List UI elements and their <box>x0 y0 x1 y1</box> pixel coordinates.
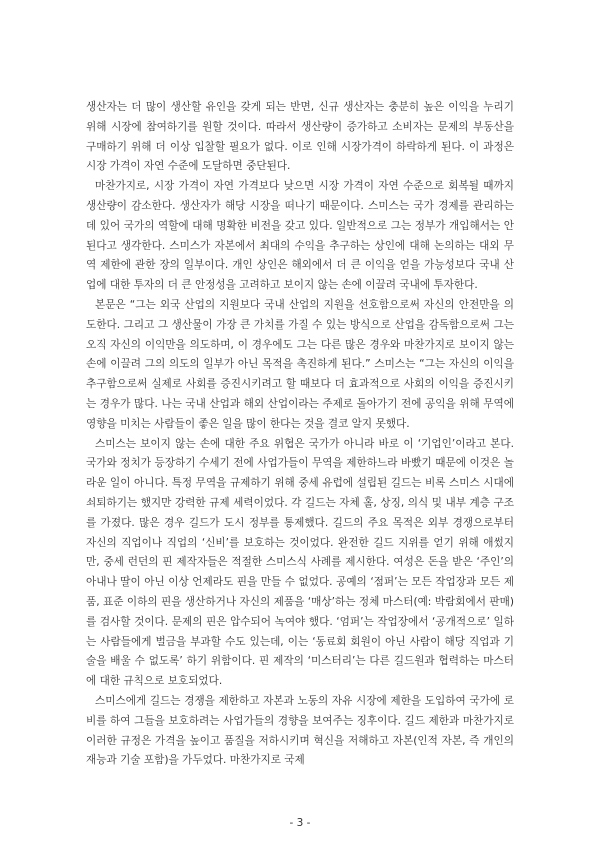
paragraph-4: 스미스는 보이지 않는 손에 대한 주요 위협은 국가가 아니라 바로 이 ‘기업인’이라고 본다. 국가와 정치가 등장하기 수세기 전에 사업가들이 무역을 제한하느라 바빴기 때문에 이것은 놀라운 일이 아니다. 특정 무역을 규제하기 위해 중세 유럽에 설립된 길드는 비록 스미스 시대에 쇠퇴하기는 했지만 강력한 규제 세력이었다. 각 길드는 자체 홀, 상징, 의식 및 내부 계층 구조를 가졌다. 많은 경우 길드가 도시 정부를 통제했다. 길드의 주요 목적은 외부 경쟁으로부터 자신의 직업이나 직업의 ‘신비’를 보호하는 것이었다. 완전한 길드 지위를 얻기 위해 애썼지만, 중세 런던의 핀 제작자들은 적절한 스미스식 사례를 제시한다. 여성은 돈을 받은 ‘주인’의 아내나 딸이 아닌 이상 언제라도 핀을 만들 수 없었다. 공예의 ‘점퍼’는 모든 작업장과 모든 제품, 표준 이하의 핀을 생산하거나 자신의 제품을 ‘매상’하는 정체 마스터(예: 박람회에서 판매)를 검사할 것이다. 문제의 핀은 압수되어 녹여야 했다. ‘엄퍼’는 작업장에서 ‘공개적으로’ 일하는 사람들에게 벌금을 부과할 수도 있는데, 이는 ‘동료회 회원이 아닌 사람이 해당 직업과 기술을 배울 수 없도록’ 하기 위함이다. 핀 제작의 ‘미스터리’는 다른 길드원과 협력하는 마스터에 대한 규칙으로 보호되었다. <box>86 437 514 688</box>
paragraph-3: 본문은 “그는 외국 산업의 지원보다 국내 산업의 지원을 선호함으로써 자신의 안전만을 의도한다. 그리고 그 생산물이 가장 큰 가치를 가질 수 있는 방식으로 산업을 감독함으로써 그는 오직 자신의 이익만을 의도하며, 이 경우에도 그는 다른 많은 경우와 마찬가지로 보이지 않는 손에 이끌려 그의 의도의 일부가 아닌 목적을 촉진하게 된다.” 스미스는 “그는 자신의 이익을 추구함으로써 실제로 사회를 증진시키려고 할 때보다 더 효과적으로 사회의 이익을 증진시키는 경우가 많다. 나는 국내 산업과 해외 산업이라는 주제로 돌아가기 전에 공익을 위해 무역에 영향을 미치는 사람들이 좋은 일을 많이 한다는 것을 결코 알지 못했다. <box>86 298 514 430</box>
paragraph-1: 생산자는 더 많이 생산할 유인을 갖게 되는 반면, 신규 생산자는 충분히 높은 이익을 누리기 위해 시장에 참여하기를 원할 것이다. 따라서 생산량이 증가하고 소비자는 문제의 부동산을 구매하기 위해 더 이상 입찰할 필요가 없다. 이로 인해 시장가격이 하락하게 된다. 이 과정은 시장 가격이 자연 수준에 도달하면 중단된다. <box>86 101 514 173</box>
body-text <box>86 98 514 771</box>
paragraph-2: 마찬가지로, 시장 가격이 자연 가격보다 낮으면 시장 가격이 자연 수준으로 회복될 때까지 생산량이 감소한다. 생산자가 해당 시장을 떠나기 때문이다. 스미스는 국가 경제를 관리하는 데 있어 국가의 역할에 대해 명확한 비전을 갖고 있다. 일반적으로 그는 정부가 개입해서는 안 된다고 생각한다. 스미스가 자본에서 최대의 수익을 추구하는 상인에 대해 논의하는 대외 무역 제한에 관한 장의 일부이다. 개인 상인은 해외에서 더 큰 이익을 얻을 가능성보다 국내 산업에 대한 투자의 더 큰 안정성을 고려하고 보이지 않는 손에 이끌려 국내에 투자한다. <box>86 180 514 292</box>
page-number: - 3 - <box>289 817 311 829</box>
paragraph-5: 스미스에게 길드는 경쟁을 제한하고 자본과 노동의 자유 시장에 제한을 도입하여 국가에 로비를 하여 그들을 보호하려는 사업가들의 경향을 보여주는 징후이다. 길드 제한과 마찬가지로 이러한 규정은 가격을 높이고 품질을 저하시키며 혁신을 저해하고 자본(인적 자본, 즉 개인의 재능과 기술 포함)을 가두었다. 마찬가지로 국제 <box>86 694 514 767</box>
